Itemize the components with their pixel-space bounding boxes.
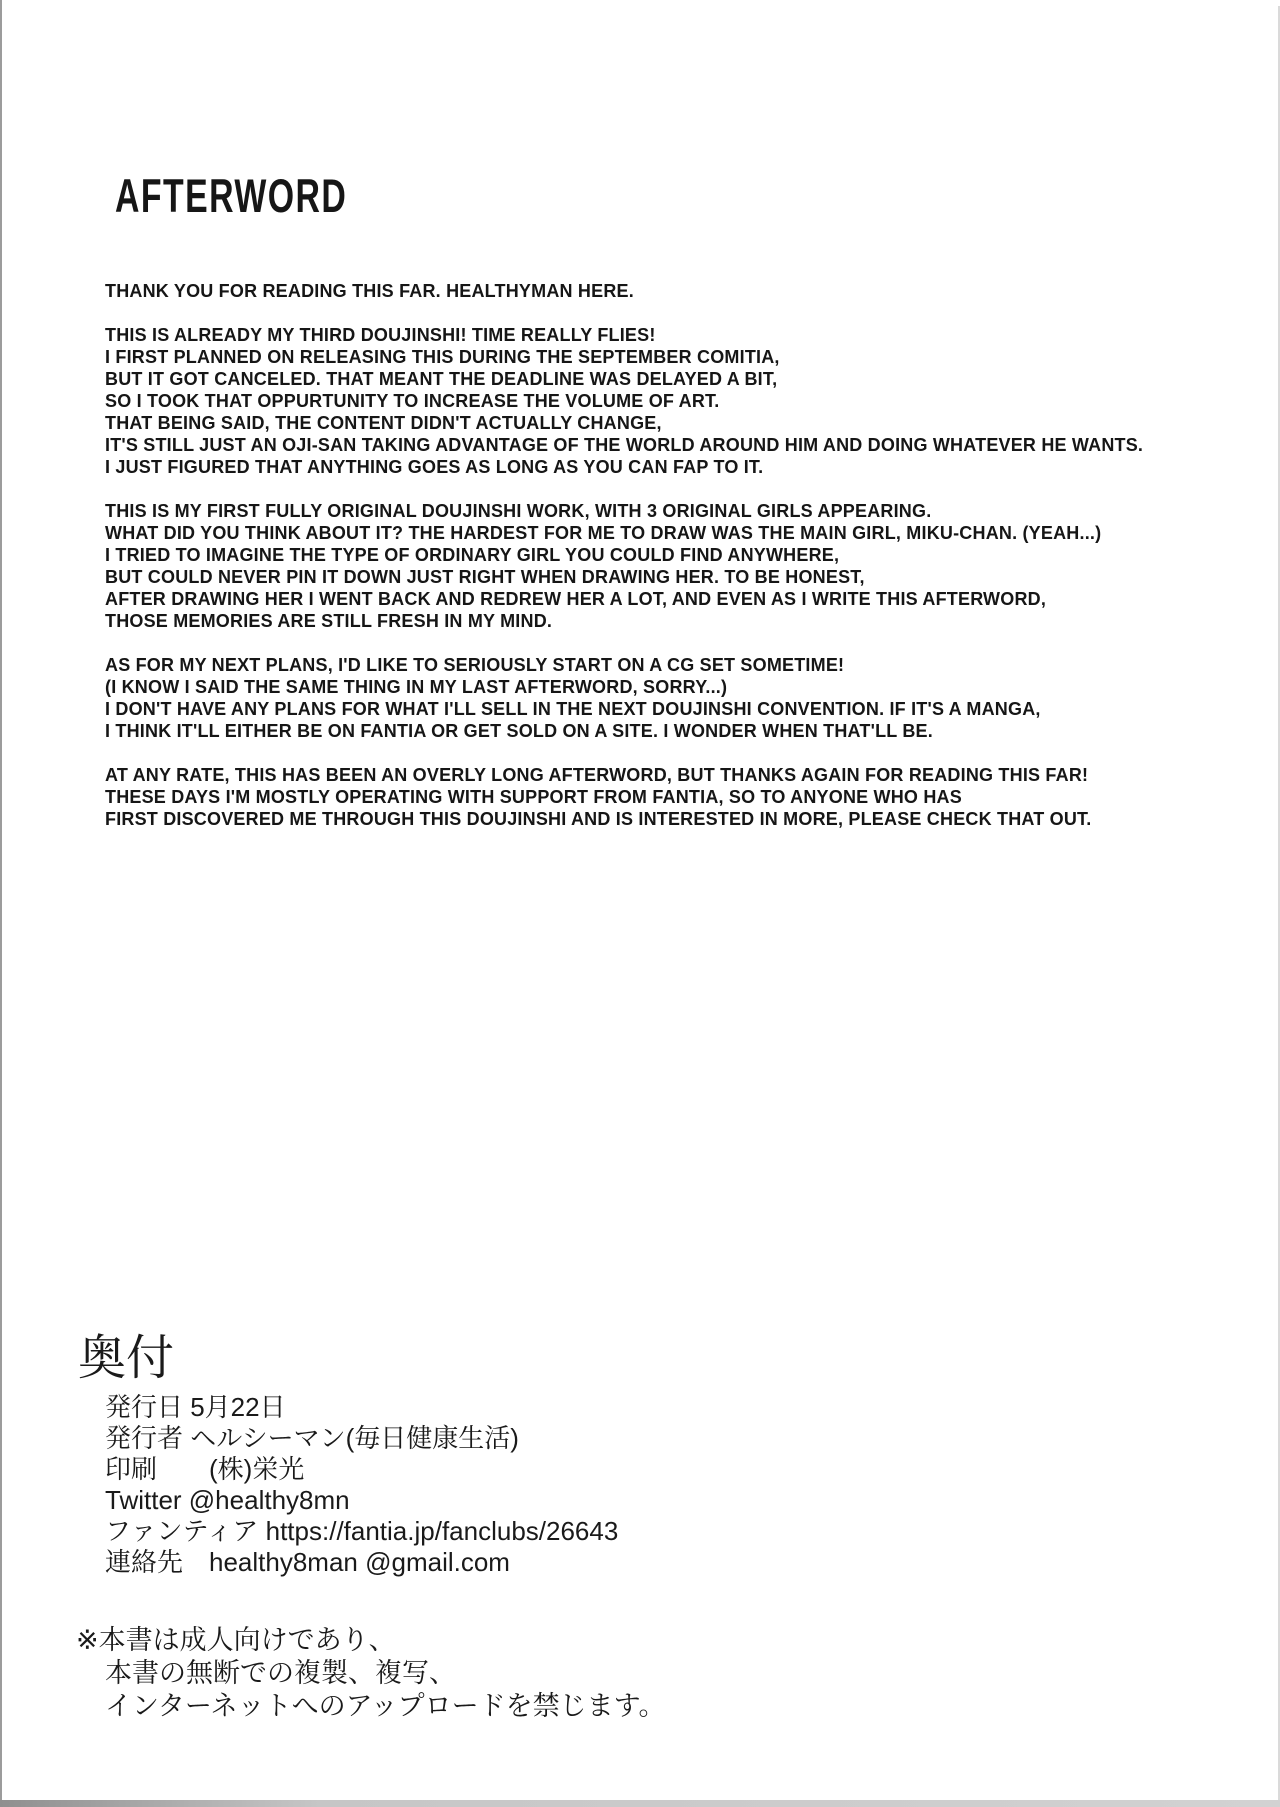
disclaimer-line: 本書の無断での複製、複写、 [105,1658,456,1688]
scan-bottom-border [0,1800,1280,1807]
disclaimer-line: インターネットへのアップロードを禁じます。 [105,1691,666,1721]
afterword-paragraph [105,654,1143,742]
scan-left-border [0,0,2,1807]
colophon-line-printer: 印刷 (株)栄光 [105,1454,305,1484]
afterword-line: THIS IS MY FIRST FULLY ORIGINAL DOUJINSHI WORK, WITH 3 ORIGINAL GIRLS APPEARING. [105,501,932,521]
afterword-line: IT'S STILL JUST AN OJI-SAN TAKING ADVANTAGE OF THE WORLD AROUND HIM AND DOING WHATEVER HE WANTS. [105,435,1144,455]
colophon-line-fantia-url: ファンティア https://fantia.jp/fanclubs/26643 [105,1516,619,1546]
afterword-line: WHAT DID YOU THINK ABOUT IT? THE HARDEST FOR ME TO DRAW WAS THE MAIN GIRL, MIKU-CHAN. (YEAH...) [105,523,1102,543]
afterword-line: THAT BEING SAID, THE CONTENT DIDN'T ACTUALLY CHANGE, [105,413,662,433]
colophon-line-publisher: 発行者 ヘルシーマン(毎日健康生活) [105,1423,519,1453]
afterword-paragraph [105,324,1143,478]
disclaimer-line: ※本書は成人向けであり、 [76,1625,396,1655]
colophon-line-publication-date: 発行日 5月22日 [105,1392,286,1422]
afterword-line: (I KNOW I SAID THE SAME THING IN MY LAST AFTERWORD, SORRY...) [105,677,728,697]
afterword-line: BUT IT GOT CANCELED. THAT MEANT THE DEADLINE WAS DELAYED A BIT, [105,369,778,389]
colophon-line-contact-email: 連絡先 healthy8man @gmail.com [105,1547,510,1577]
afterword-line: AS FOR MY NEXT PLANS, I'D LIKE TO SERIOUSLY START ON A CG SET SOMETIME! [105,655,845,675]
afterword-line: I TRIED TO IMAGINE THE TYPE OF ORDINARY GIRL YOU COULD FIND ANYWHERE, [105,545,840,565]
adult-content-disclaimer [76,1624,666,1723]
afterword-body [105,280,1143,852]
afterword-line: THESE DAYS I'M MOSTLY OPERATING WITH SUPPORT FROM FANTIA, SO TO ANYONE WHO HAS [105,787,962,807]
afterword-line: THIS IS ALREADY MY THIRD DOUJINSHI! TIME REALLY FLIES! [105,325,656,345]
afterword-line: THANK YOU FOR READING THIS FAR. HEALTHYMAN HERE. [105,281,634,301]
afterword-line: SO I TOOK THAT OPPURTUNITY TO INCREASE THE VOLUME OF ART. [105,391,720,411]
afterword-line: I JUST FIGURED THAT ANYTHING GOES AS LONG AS YOU CAN FAP TO IT. [105,457,764,477]
afterword-line: I THINK IT'LL EITHER BE ON FANTIA OR GET SOLD ON A SITE. I WONDER WHEN THAT'LL BE. [105,721,933,741]
afterword-line: BUT COULD NEVER PIN IT DOWN JUST RIGHT WHEN DRAWING HER. TO BE HONEST, [105,567,865,587]
afterword-line: I DON'T HAVE ANY PLANS FOR WHAT I'LL SELL IN THE NEXT DOUJINSHI CONVENTION. IF IT'S A MANGA, [105,699,1041,719]
page-title: AFTERWORD [115,169,348,222]
colophon-line-twitter: Twitter @healthy8mn [105,1485,350,1515]
afterword-paragraph [105,500,1143,632]
afterword-line: AT ANY RATE, THIS HAS BEEN AN OVERLY LONG AFTERWORD, BUT THANKS AGAIN FOR READING THIS FAR! [105,765,1089,785]
colophon-info [105,1392,618,1578]
afterword-paragraph [105,764,1143,830]
afterword-line: AFTER DRAWING HER I WENT BACK AND REDREW HER A LOT, AND EVEN AS I WRITE THIS AFTERWORD, [105,589,1047,609]
afterword-line: THOSE MEMORIES ARE STILL FRESH IN MY MIND. [105,611,553,631]
afterword-line: I FIRST PLANNED ON RELEASING THIS DURING THE SEPTEMBER COMITIA, [105,347,780,367]
afterword-line: FIRST DISCOVERED ME THROUGH THIS DOUJINSHI AND IS INTERESTED IN MORE, PLEASE CHECK THAT OUT. [105,809,1092,829]
afterword-paragraph [105,280,1143,302]
colophon-heading: 奥付 [78,1332,175,1385]
